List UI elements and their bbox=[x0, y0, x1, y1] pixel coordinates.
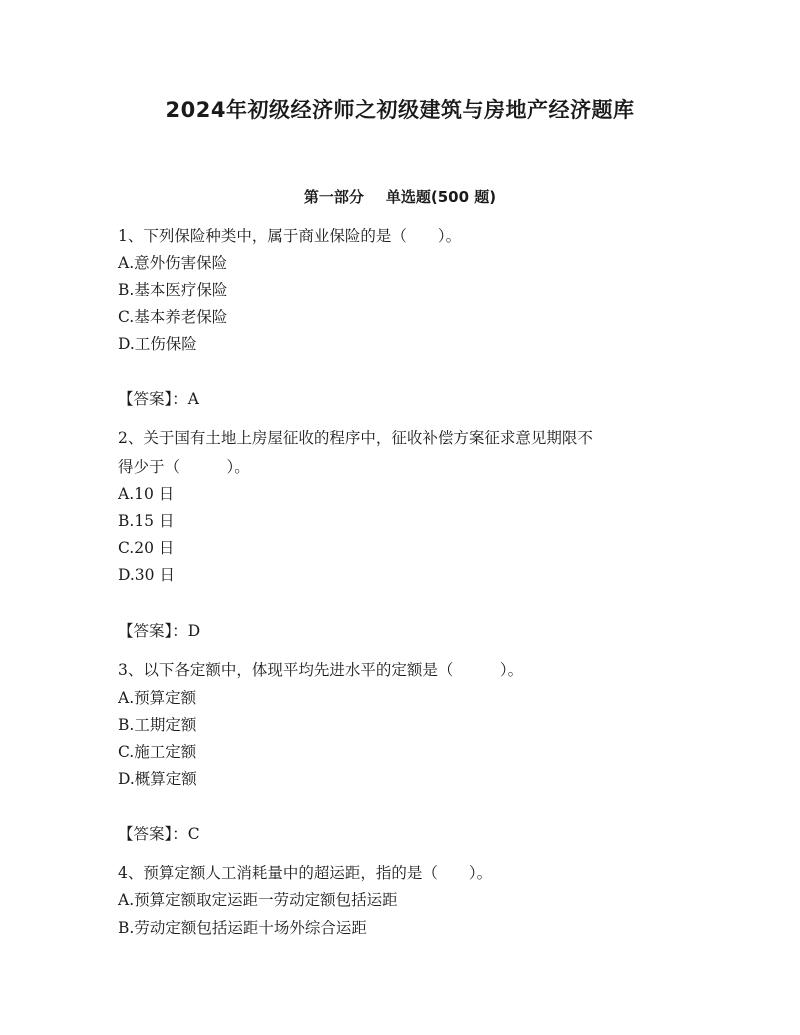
question-2-stem-line-1: 2、关于国有土地上房屋征收的程序中，征收补偿方案征求意见期限不 bbox=[118, 429, 593, 447]
question-1-option-c: C.基本养老保险 bbox=[118, 308, 228, 326]
question-1-option-b: B.基本医疗保险 bbox=[118, 281, 228, 299]
document-title: 2024年初级经济师之初级建筑与房地产经济题库 bbox=[165, 98, 635, 122]
answer-label: 【答案】： bbox=[118, 622, 188, 640]
question-3-option-d: D.概算定额 bbox=[118, 770, 197, 788]
question-2-answer bbox=[118, 621, 200, 641]
question-1-stem: 1、下列保险种类中，属于商业保险的是（ ）。 bbox=[118, 227, 462, 245]
section-part: 第一部分 bbox=[303, 188, 364, 206]
question-4-option-a: A.预算定额取定运距一劳动定额包括运距 bbox=[118, 891, 398, 909]
question-3-option-c: C.施工定额 bbox=[118, 743, 197, 761]
question-4-option-b: B.劳动定额包括运距十场外综合运距 bbox=[118, 919, 367, 937]
question-2-option-d: D.30 日 bbox=[118, 566, 175, 584]
answer-label: 【答案】： bbox=[118, 390, 188, 408]
question-3-option-a: A.预算定额 bbox=[118, 689, 197, 707]
question-1-answer bbox=[118, 389, 199, 409]
section-title bbox=[0, 186, 800, 207]
answer-value: C bbox=[187, 825, 200, 843]
question-2-stem-line-2: 得少于（ ）。 bbox=[118, 458, 250, 476]
question-2-option-a: A.10 日 bbox=[118, 485, 175, 503]
question-4-stem: 4、预算定额人工消耗量中的超运距，指的是（ ）。 bbox=[118, 864, 493, 882]
question-2-option-b: B.15 日 bbox=[118, 512, 175, 530]
section-heading: 单选题(500 题) bbox=[385, 188, 497, 206]
answer-value: D bbox=[187, 622, 201, 640]
question-3-stem: 3、以下各定额中，体现平均先进水平的定额是（ ）。 bbox=[118, 661, 524, 679]
question-3-answer bbox=[118, 824, 200, 844]
question-1-option-d: D.工伤保险 bbox=[118, 335, 197, 353]
question-2-option-c: C.20 日 bbox=[118, 539, 175, 557]
answer-value: A bbox=[187, 390, 199, 408]
question-3-option-b: B.工期定额 bbox=[118, 716, 197, 734]
question-1-option-a: A.意外伤害保险 bbox=[118, 254, 228, 272]
answer-label: 【答案】： bbox=[118, 825, 188, 843]
